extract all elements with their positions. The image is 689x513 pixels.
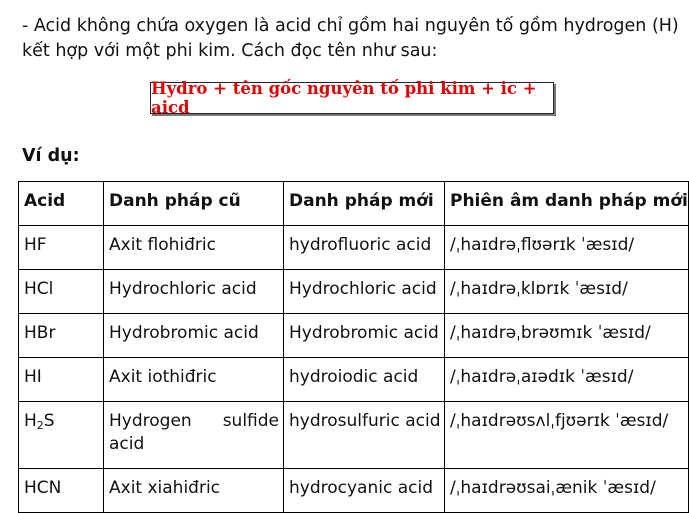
- table-row: [19, 358, 689, 402]
- table-header-row: [19, 182, 689, 226]
- old-name: Hydrochloric acid: [104, 270, 284, 314]
- pronunciation: /ˌhaɪdrəˌbrəʊmɪk ˈæsɪd/: [445, 314, 689, 358]
- pronunciation: /ˌhaɪdrəˌaɪədɪk ˈæsɪd/: [445, 358, 689, 402]
- pronunciation: /ˌhaɪdrəˌflʊərɪk ˈæsɪd/: [445, 226, 689, 270]
- new-name: hydrofluoric acid: [284, 226, 445, 270]
- table-row: [19, 270, 689, 314]
- acid-formula: HI: [19, 358, 104, 402]
- new-name: hydroiodic acid: [284, 358, 445, 402]
- acid-formula: HCN: [19, 469, 104, 513]
- old-name-word: Hydrogen: [109, 411, 192, 431]
- pronunciation: /ˌhaɪdrəʊsaiˌænik ˈæsɪd/: [445, 469, 689, 513]
- header-acid: Acid: [19, 182, 104, 226]
- new-name: hydrosulfuric acid: [284, 402, 445, 469]
- acid-formula: HCl: [19, 270, 104, 314]
- table-row: [19, 314, 689, 358]
- example-label: Ví dụ:: [22, 146, 80, 166]
- acid-formula-main: H: [24, 411, 37, 431]
- acid-formula: HBr: [19, 314, 104, 358]
- old-name-word: sulfide: [222, 411, 279, 431]
- table-row: [19, 402, 689, 469]
- formula-box: [150, 79, 554, 117]
- old-name: Axit iothiđric: [104, 358, 284, 402]
- pronunciation: /ˌhaɪdrəʊsʌlˌfjʊərɪk ˈæsɪd/: [445, 402, 689, 469]
- acid-formula: HF: [19, 226, 104, 270]
- old-name-line-1: [109, 410, 279, 433]
- table-row: [19, 469, 689, 513]
- table-row: [19, 226, 689, 270]
- pronunciation: /ˌhaɪdrəˌklɒrɪk ˈæsɪd/: [445, 270, 689, 314]
- header-old-name: Danh pháp cũ: [104, 182, 284, 226]
- old-name: Axit xiahiđric: [104, 469, 284, 513]
- new-name: hydrocyanic acid: [284, 469, 445, 513]
- old-name: Axit flohiđric: [104, 226, 284, 270]
- acid-naming-table: [18, 181, 689, 513]
- intro-paragraph: - Acid không chứa oxygen là acid chỉ gồm hai nguyên tố gồm hydrogen (H) kết hợp với một phi kim. Cách đọc tên như sau:: [22, 16, 679, 61]
- old-name: [104, 402, 284, 469]
- old-name: Hydrobromic acid: [104, 314, 284, 358]
- new-name: Hydrobromic acid: [284, 314, 445, 358]
- header-new-name: Danh pháp mới: [284, 182, 445, 226]
- acid-formula-tail: S: [43, 411, 55, 431]
- old-name-word: acid: [109, 434, 145, 454]
- acid-formula: [19, 402, 104, 469]
- naming-formula: Hydro + tên gốc nguyên tố phi kim + ic + aicd: [151, 79, 537, 117]
- new-name: Hydrochloric acid: [284, 270, 445, 314]
- header-pronunciation: Phiên âm danh pháp mới: [445, 182, 689, 226]
- acid-formula-subscript: 2: [36, 419, 44, 432]
